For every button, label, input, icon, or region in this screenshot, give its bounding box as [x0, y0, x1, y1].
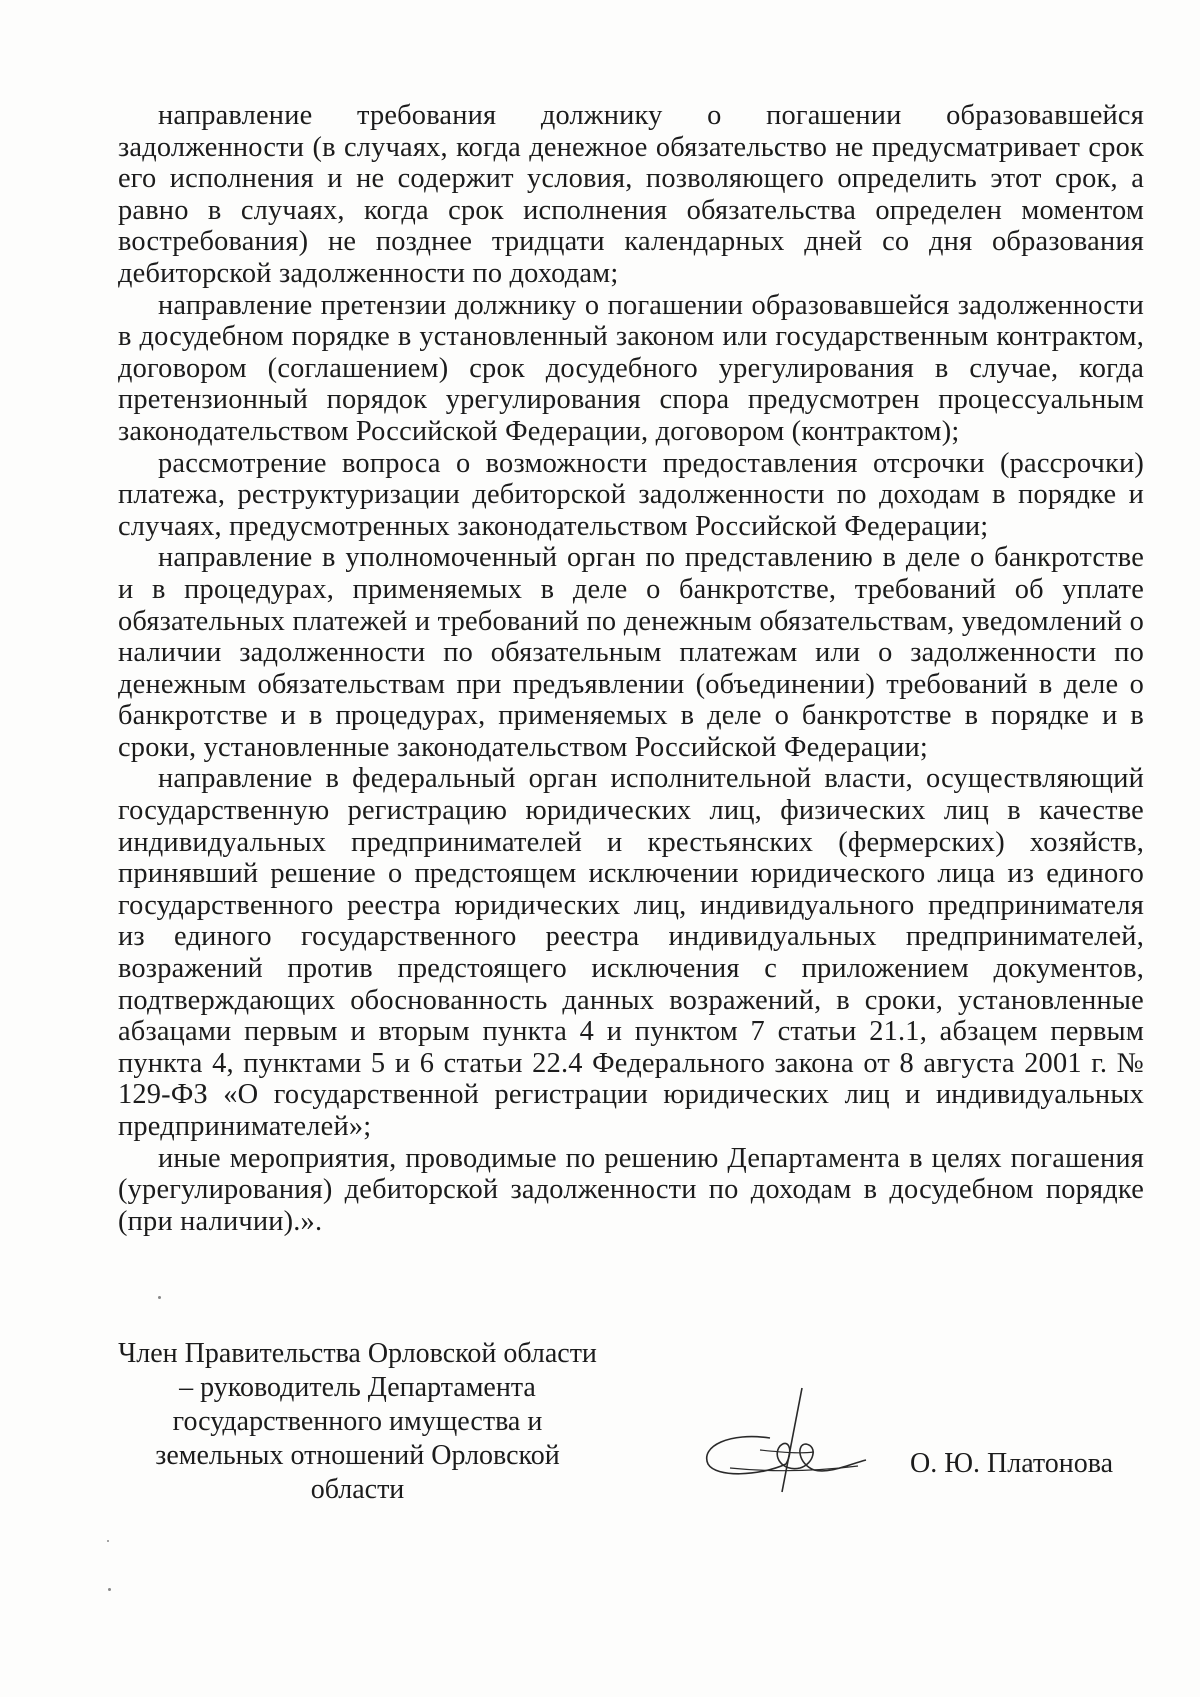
- document-body: [118, 100, 1144, 1237]
- scan-speck: [108, 1588, 111, 1591]
- signer-position-line: государственного имущества и: [172, 1406, 543, 1437]
- signer-position: [95, 1337, 620, 1507]
- signer-position-line: области: [310, 1474, 405, 1505]
- scan-speck: [107, 1540, 109, 1542]
- paragraph: направление требования должнику о погашении образовавшейся задолженности (в случаях, когда денежное обязательство не предусматривает срок его исполнения и не содержит условия, позволяющего определить этот срок, а равно в случаях, когда срок исполнения обязательства определен моментом востребования) не позднее тридцати календарных дней со дня образования дебиторской задолженности по доходам;: [118, 100, 1144, 289]
- signer-position-line: Член Правительства Орловской области: [118, 1338, 597, 1369]
- paragraph: направление в уполномоченный орган по представлению в деле о банкротстве и в процедурах, применяемых в деле о банкротстве, требований об уплате обязательных платежей и требований по денежным обязательствам, уведомлений о наличии задолженности по обязательным платежам или о задолженности по денежным обязательствам при предъявлении (объединении) требований в деле о банкротстве и в процедурах, применяемых в деле о банкротстве в порядке и в сроки, установленные законодательством Российской Федерации;: [118, 542, 1144, 763]
- handwritten-signature: [690, 1380, 890, 1500]
- paragraph: направление в федеральный орган исполнительной власти, осуществляющий государственную регистрацию юридических лиц, физических лиц в качестве индивидуальных предпринимателей и крестьянских (фермерских) хозяйств, принявший решение о предстоящем исключении юридического лица из единого государственного реестра юридических лиц, индивидуального предпринимателя из единого государственного реестра индивидуальных предпринимателей, возражений против предстоящего исключения с приложением документов, подтверждающих обоснованность данных возражений, в сроки, установленные абзацами первым и вторым пункта 4 и пунктом 7 статьи 21.1, абзацем первым пункта 4, пунктами 5 и 6 статьи 22.4 Федерального закона от 8 августа 2001 г. № 129-ФЗ «О государственной регистрации юридических лиц и индивидуальных предпринимателей»;: [118, 763, 1144, 1142]
- paragraph: направление претензии должнику о погашении образовавшейся задолженности в досудебном порядке в установленный законом или государственным контрактом, договором (соглашением) срок досудебного урегулирования в случае, когда претензионный порядок урегулирования спора предусмотрен процессуальным законодательством Российской Федерации, договором (контрактом);: [118, 289, 1144, 447]
- paragraph: рассмотрение вопроса о возможности предоставления отсрочки (рассрочки) платежа, реструктуризации дебиторской задолженности по доходам в порядке и случаях, предусмотренных законодательством Российской Федерации;: [118, 447, 1144, 542]
- paragraph: иные мероприятия, проводимые по решению Департамента в целях погашения (урегулирования) дебиторской задолженности по доходам в досудебном порядке (при наличии).».: [118, 1142, 1144, 1237]
- signer-position-line: – руководитель Департамента: [179, 1372, 536, 1403]
- signer-name: О. Ю. Платонова: [910, 1448, 1114, 1479]
- signer-position-line: земельных отношений Орловской: [155, 1440, 560, 1471]
- scan-speck: [158, 1296, 161, 1299]
